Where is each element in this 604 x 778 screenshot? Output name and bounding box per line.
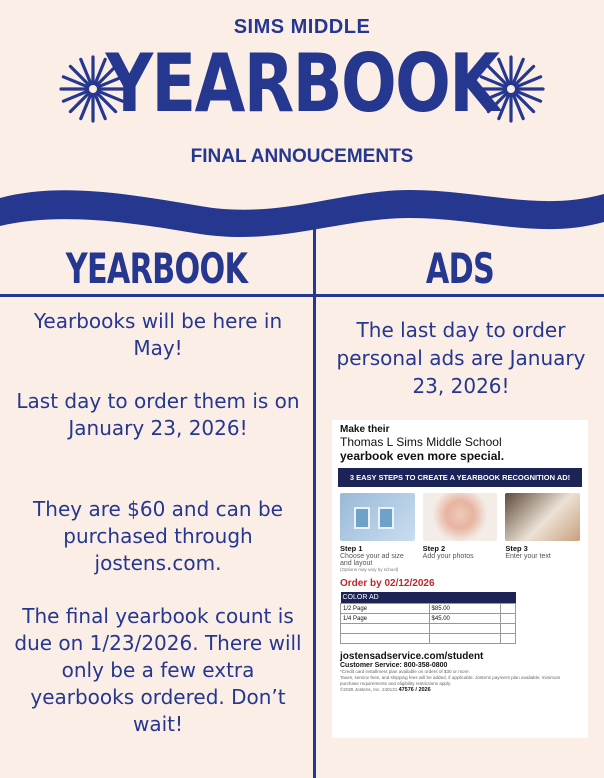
step-3: Step 3 Enter your text <box>505 544 551 560</box>
flyer-line-3: yearbook even more special. <box>340 449 505 463</box>
table-row <box>341 634 516 644</box>
fine-print: *Credit card installment plan available on orders of $30 or more. Taxes, service fees, and shipping fees will be added, if applicable. Jostens payment plan available; minimum purchase requirements and eligibility restrictions apply. ©2025 Jostens, Inc. 240131 47576 / 2026 <box>340 669 561 693</box>
table-row: 1/4 Page $45.00 <box>341 614 516 624</box>
layout-image <box>340 493 415 541</box>
deadline-text: Last day to order them is on January 23, 2026! <box>16 389 300 440</box>
ad-flyer <box>332 420 588 738</box>
flyer-school: Thomas L Sims Middle School <box>340 435 502 449</box>
page-title: YEARBOOK <box>105 37 499 130</box>
price-table <box>340 592 516 644</box>
school-name: SIMS MIDDLE <box>233 16 371 38</box>
subtitle: FINAL ANNOUCEMENTS <box>190 146 414 167</box>
heading-divider <box>0 294 604 297</box>
customer-service: Customer Service: 800-358-0800 <box>340 662 448 669</box>
final-count-text: The final yearbook count is due on 1/23/2026. There will only be a few extra yearbooks ordered. Don’t wait! <box>14 604 302 736</box>
flyer-images <box>340 493 580 541</box>
step-2: Step 2 Add your photos <box>422 544 474 560</box>
price-text: They are $60 and can be purchased through jostens.com. <box>33 497 283 575</box>
step-1: Step 1 Choose your ad size and layout (Options may vary by school) <box>340 544 404 572</box>
website-link[interactable]: jostensadservice.com/student <box>340 651 484 662</box>
flyer-steps <box>340 544 580 572</box>
flyer-line-1: Make their <box>340 424 390 435</box>
flyer-band: 3 EASY STEPS TO CREATE A YEARBOOK RECOGNITION AD! <box>338 468 582 487</box>
ads-heading: ADS <box>425 244 495 293</box>
price-table-header: COLOR AD <box>341 592 516 604</box>
order-by: Order by 02/12/2026 <box>340 578 435 589</box>
wave-divider <box>0 176 604 246</box>
yearbook-heading: YEARBOOK <box>65 244 248 293</box>
table-row: 1/2 Page $85.00 <box>341 604 516 614</box>
starburst-icon <box>476 54 546 124</box>
arrival-text: Yearbooks will be here in May! <box>33 309 283 360</box>
ads-deadline-text: The last day to order personal ads are January 23, 2026! <box>336 318 586 398</box>
baby-photo-image <box>423 493 498 541</box>
table-row <box>341 624 516 634</box>
text-layout-image <box>505 493 580 541</box>
